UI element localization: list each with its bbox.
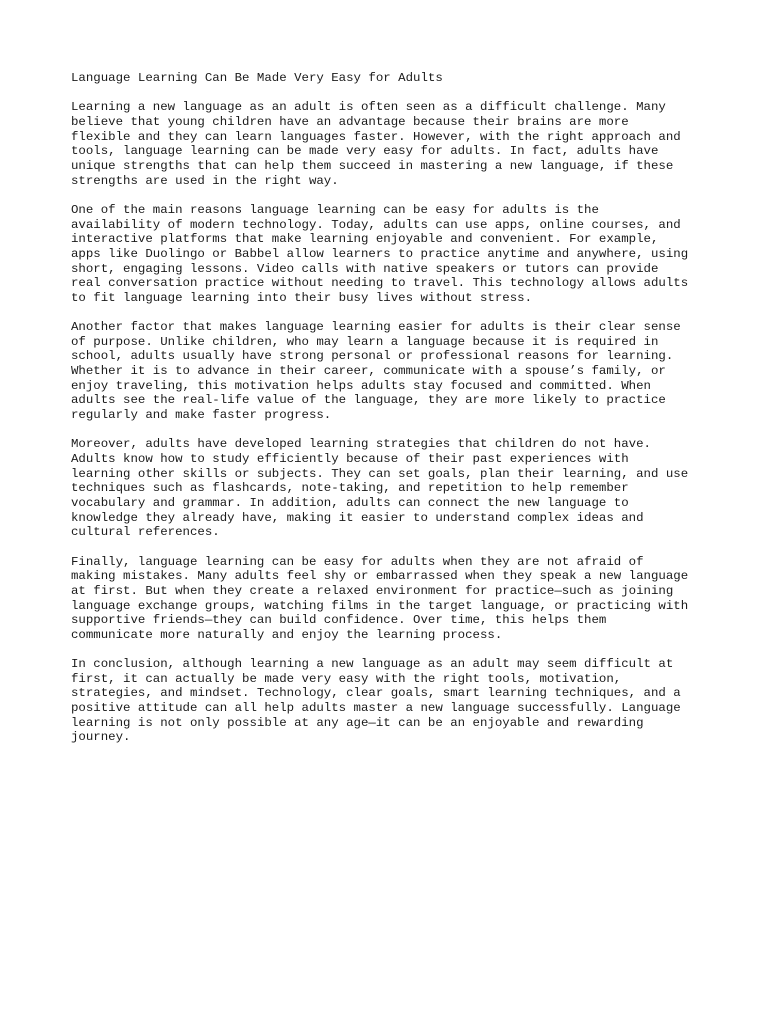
paragraph-intro: Learning a new language as an adult is often seen as a difficult challenge. Many believe that young children have an advantage because their brains are more flexible and they can learn languages faster. However, with the right approach and tools, language learning can be made very easy for adults. In fact, adults have unique strengths that can help them succeed in mastering a new language, if these strengths are used in the right way. bbox=[71, 100, 681, 188]
paragraph-purpose: Another factor that makes language learning easier for adults is their clear sense of purpose. Unlike children, who may learn a language because it is required in school, adults usually have strong personal or professional reasons for learning. Whether it is to advance in their career, communicate with a spouse’s family, or enjoy traveling, this motivation helps adults stay focused and committed. When adults see the real-life value of the language, they are more likely to practice regularly and make faster progress. bbox=[71, 320, 681, 423]
paragraph-conclusion: In conclusion, although learning a new language as an adult may seem difficult at first, it can actually be made very easy with the right tools, motivation, strategies, and mindset. Technology, clear goals, smart learning techniques, and a positive attitude can all help adults master a new language successfully. Language learning is not only possible at any age—it can be an enjoyable and rewarding journey. bbox=[71, 657, 681, 745]
document-title: Language Learning Can Be Made Very Easy for Adults bbox=[71, 71, 443, 85]
document-page bbox=[71, 71, 711, 760]
paragraph-mistakes: Finally, language learning can be easy for adults when they are not afraid of making mistakes. Many adults feel shy or embarrassed when they speak a new language at first. But when they create a relaxed environment for practice—such as joining language exchange groups, watching films in the target language, or practicing with supportive friends—they can build confidence. Over time, this helps them communicate more naturally and enjoy the learning process. bbox=[71, 554, 689, 642]
paragraph-strategies: Moreover, adults have developed learning strategies that children do not have. Adults know how to study efficiently because of their past experiences with learning other skills or subjects. They can set goals, plan their learning, and use techniques such as flashcards, note-taking, and repetition to help remember vocabulary and grammar. In addition, adults can connect the new language to knowledge they already have, making it easier to understand complex ideas and cultural references. bbox=[71, 437, 689, 540]
paragraph-technology: One of the main reasons language learning can be easy for adults is the availability of modern technology. Today, adults can use apps, online courses, and interactive platforms that make learning enjoyable and convenient. For example, apps like Duolingo or Babbel allow learners to practice anytime and anywhere, using short, engaging lessons. Video calls with native speakers or tutors can provide real conversation practice without needing to travel. This technology allows adults to fit language learning into their busy lives without stress. bbox=[71, 202, 689, 305]
